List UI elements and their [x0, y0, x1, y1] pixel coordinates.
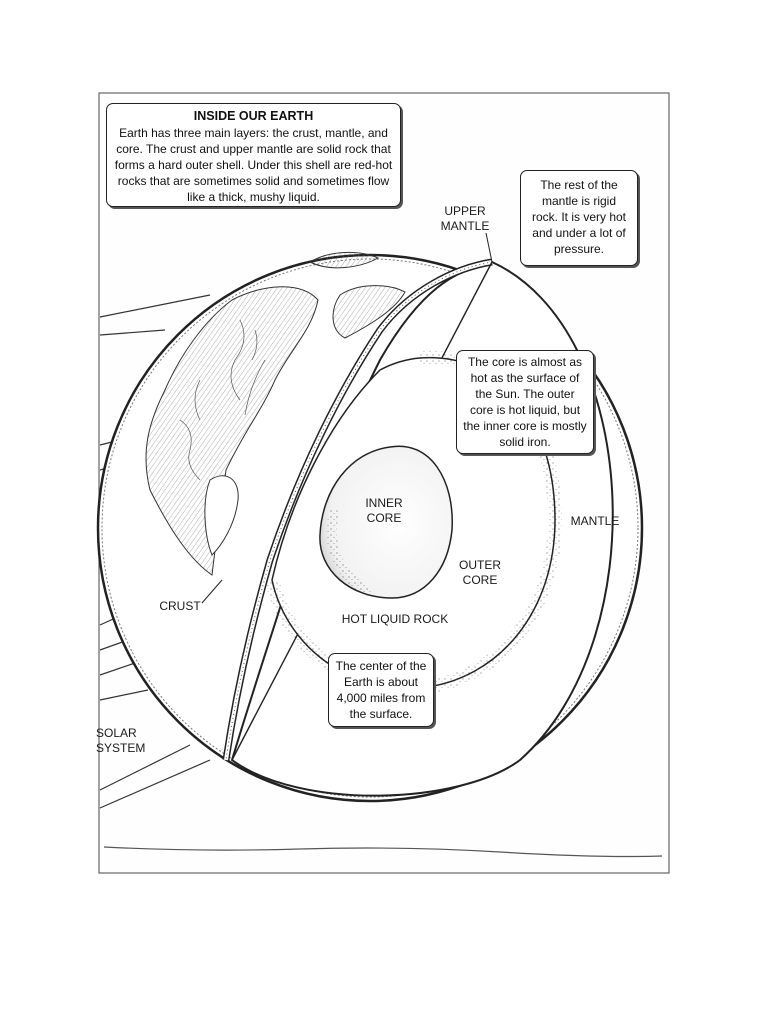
core-callout: [456, 350, 594, 454]
inner-core-line2: CORE: [366, 511, 402, 525]
outer-core-line2: CORE: [462, 573, 498, 587]
outer-core-label: [448, 558, 512, 588]
inner-core-line1: INNER: [365, 496, 403, 510]
solar-line1: SOLAR: [96, 726, 137, 740]
intro-title: INSIDE OUR EARTH: [193, 109, 314, 123]
upper-mantle-line1: UPPER: [444, 204, 486, 218]
mantle-callout-text: The rest of the mantle is rigid rock. It is very hot and under a lot of pressure.: [531, 178, 627, 256]
solar-line2: SYSTEM: [96, 741, 146, 755]
upper-mantle-line2: MANTLE: [440, 219, 490, 233]
upper-mantle-label: [430, 204, 500, 234]
solar-system-label: [96, 726, 156, 756]
inner-core-label: [352, 496, 416, 526]
center-callout-text: The center of the Earth is about 4,000 miles from the surface.: [335, 659, 427, 721]
mantle-label: MANTLE: [570, 514, 620, 528]
intro-text: Earth has three main layers: the crust, mantle, and core. The crust and upper mantle are solid rock that forms a hard outer shell. Under this shell are red-hot rocks that are sometimes solid and sometimes flow like a thick, mushy liquid.: [114, 126, 393, 204]
hot-liquid-rock-label: HOT LIQUID ROCK: [341, 612, 449, 626]
mantle-callout: [520, 170, 638, 266]
crust-label: CRUST: [159, 599, 201, 613]
intro-box: [106, 103, 401, 207]
center-callout: [328, 653, 434, 727]
core-callout-text: The core is almost as hot as the surface of the Sun. The outer core is hot liquid, but the inner core is mostly solid iron.: [463, 355, 587, 449]
outer-core-line1: OUTER: [459, 558, 501, 572]
